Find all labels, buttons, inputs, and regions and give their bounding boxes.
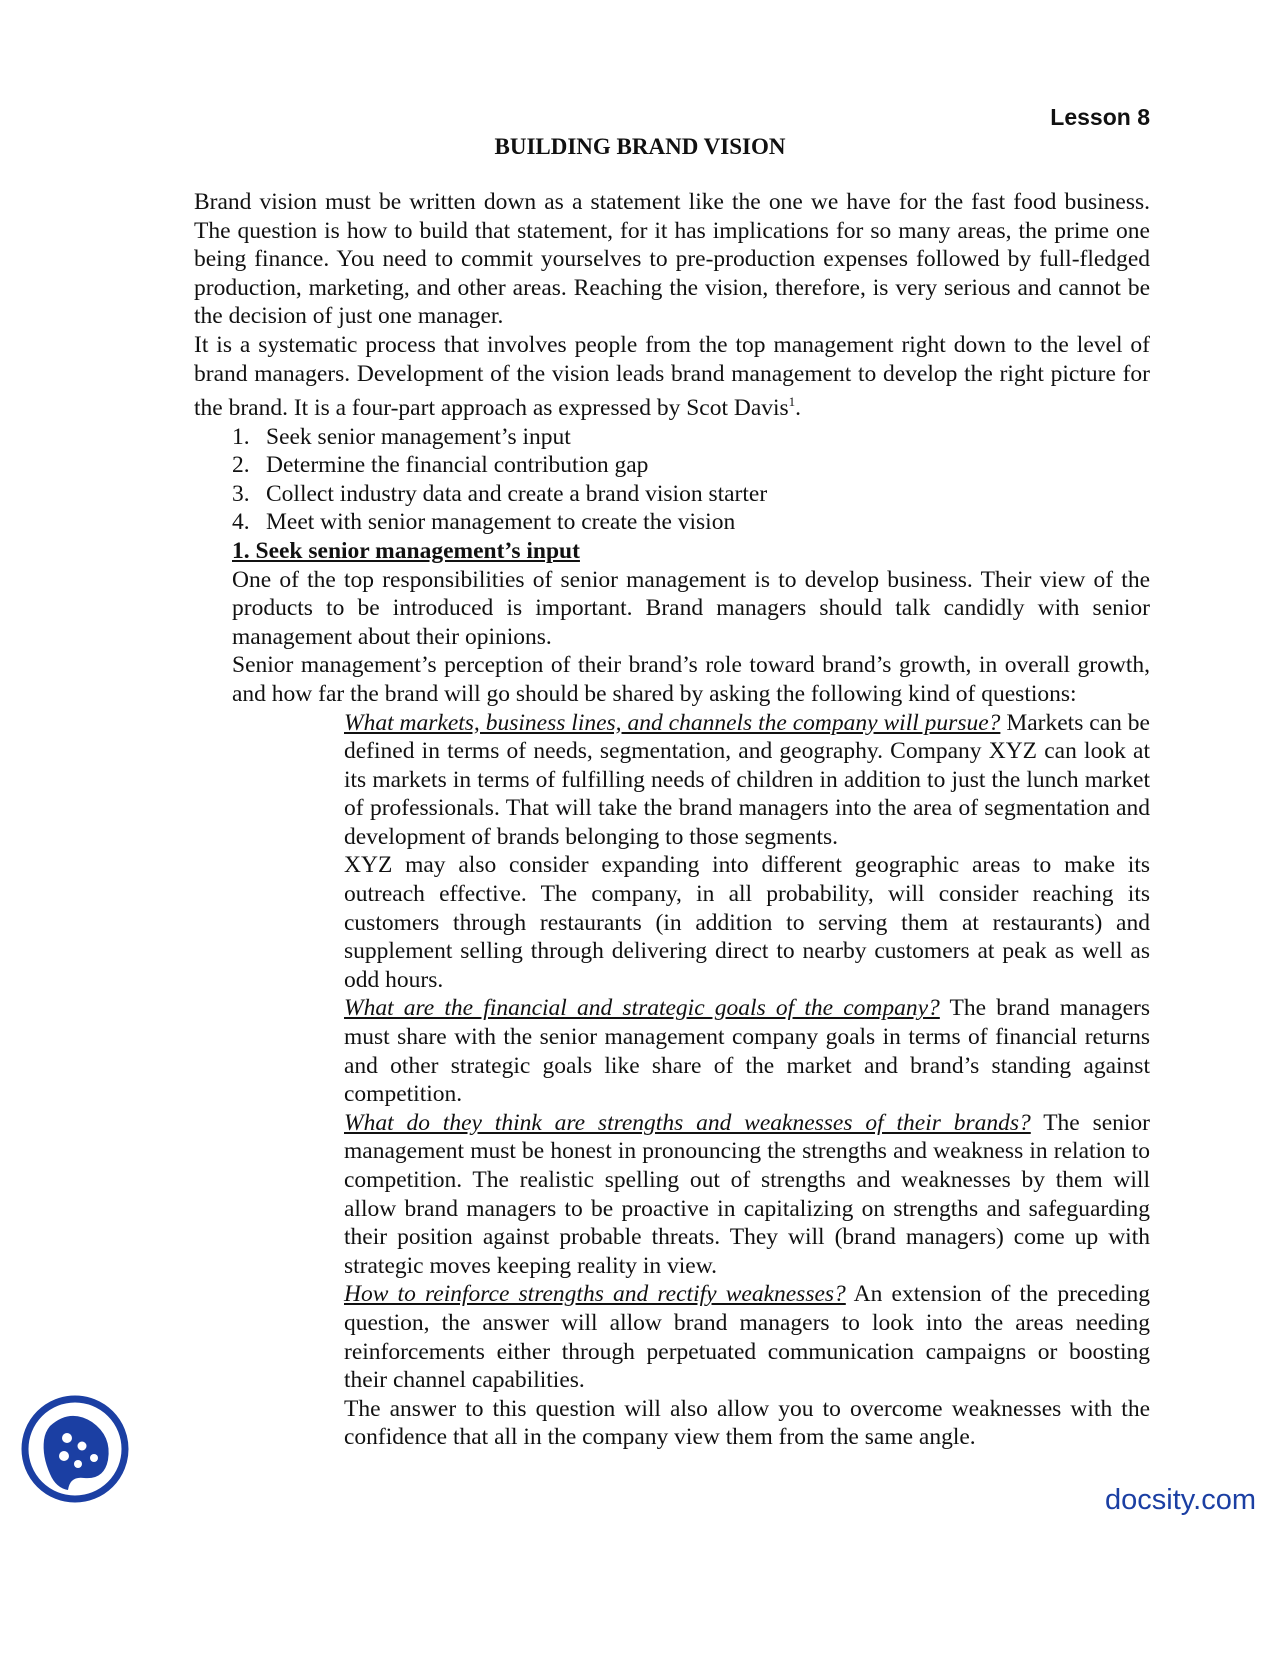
answer-text: The senior management must be honest in pronouncing the strengths and weakness in relation to competition. The realistic spelling out of strengths and weaknesses by them will allow brand managers to be proactive in capitalizing on strengths and safeguarding their position against probable threats. They will (brand managers) come up with strategic moves keeping reality in view.: [344, 1109, 1151, 1279]
intro-paragraph-2-text: It is a systematic process that involves people from the top management right down to the level of brand managers. Development of the vision leads brand management to develop the right picture for the brand. It is a four-part approach as expressed by Scot Davis: [194, 331, 1150, 421]
question-text: How to reinforce strengths and rectify weaknesses?: [344, 1281, 846, 1308]
section-1: [232, 537, 1150, 1452]
intro-paragraph-1: Brand vision must be written down as a statement like the one we have for the fast food business. The question is how to build that statement, for it has implications for so many areas, the prime one being finance. You need to commit yourselves to pre-production expenses followed by full-fledged production, marketing, and other areas. Reaching the vision, therefore, is very serious and cannot be the decision of just one manager.: [194, 189, 1150, 330]
lesson-number: Lesson 8: [1050, 104, 1150, 130]
question-item: [344, 709, 1150, 852]
list-item-text: Determine the financial contribution gap: [266, 452, 649, 479]
list-item: [194, 423, 1150, 452]
question-extra: XYZ may also consider expanding into different geographic areas to make its outreach effective. The company, in all probability, will consider reaching its customers through restaurants (in addition to serving them at restaurants) and supplement selling through delivering direct to nearby customers at peak as well as odd hours.: [344, 852, 1150, 993]
list-item: [194, 451, 1150, 480]
intro-paragraph-2: [194, 331, 1150, 423]
list-item-number: 1.: [232, 423, 250, 450]
answer-text: The brand managers must share with the senior management company goals in terms of financial returns and other strategic goals like share of the market and brand’s standing against competition.: [344, 995, 1150, 1108]
question-item: [344, 1280, 1150, 1394]
list-item-text: Seek senior management’s input: [266, 423, 571, 450]
steps-list: [194, 423, 1150, 537]
answer-text: Markets can be defined in terms of needs, segmentation, and geography. Company XYZ can look at its markets in terms of fulfilling needs of children in addition to just the lunch market of professionals. That will take the brand managers into the area of segmentation and development of brands belonging to those segments.: [344, 709, 1150, 850]
list-item-text: Meet with senior management to create the vision: [266, 509, 736, 536]
section-paragraph-2: Senior management’s perception of their brand’s role toward brand’s growth, in overall growth, and how far the brand will go should be shared by asking the following kind of questions:: [232, 652, 1150, 707]
questions-block: [344, 709, 1150, 1452]
list-item-number: 4.: [232, 509, 250, 536]
question-extra: The answer to this question will also allow you to overcome weaknesses with the confidence that all in the company view them from the same angle.: [344, 1395, 1150, 1451]
section-heading: 1. Seek senior management’s input: [232, 537, 580, 564]
footnote-marker: 1: [788, 394, 796, 410]
section-paragraph-1: One of the top responsibilities of senior management is to develop business. Their view of the products to be introduced is important. Brand managers should talk candidly with senior management about their opinions.: [232, 566, 1150, 650]
list-item: [194, 480, 1150, 509]
docsity-watermark[interactable]: docsity.com: [1105, 1484, 1256, 1516]
list-item: [194, 508, 1150, 537]
list-item-text: Collect industry data and create a brand vision starter: [266, 480, 768, 507]
list-item-number: 2.: [232, 452, 250, 479]
question-text: What do they think are strengths and weaknesses of their brands?: [344, 1109, 1031, 1136]
question-text: What markets, business lines, and channels the company will pursue?: [344, 709, 1001, 736]
answer-text: An extension of the preceding question, the answer will allow brand managers to look into the areas needing reinforcements either through perpetuated communication campaigns or boosting their channel capabilities.: [344, 1281, 1150, 1394]
question-text: What are the financial and strategic goals of the company?: [344, 995, 940, 1022]
question-item: [344, 994, 1150, 1108]
list-item-number: 3.: [232, 480, 250, 507]
intro-paragraph-2-end: .: [795, 394, 802, 421]
document-body: [194, 188, 1150, 1452]
page-title: BUILDING BRAND VISION: [494, 134, 786, 159]
question-item: [344, 1109, 1150, 1281]
docsity-logo-icon: [20, 1394, 130, 1504]
